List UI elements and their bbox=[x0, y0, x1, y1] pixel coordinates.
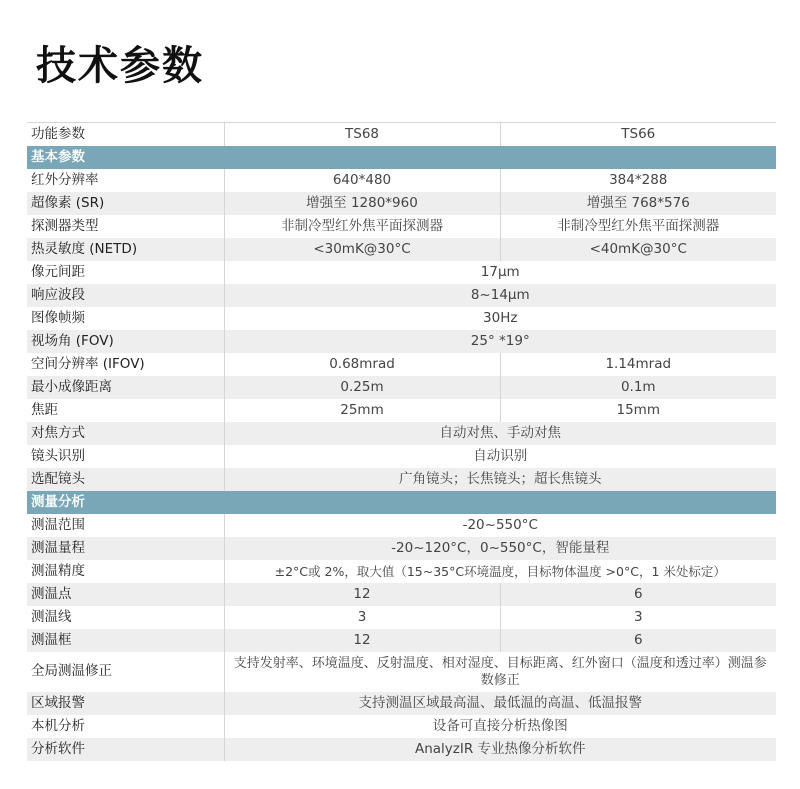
row-value-ts68: 0.68mrad bbox=[224, 353, 500, 376]
row-value-ts68: 3 bbox=[224, 606, 500, 629]
section-measure-title: 测量分析 bbox=[27, 491, 776, 514]
row-value-shared: 自动识别 bbox=[224, 445, 776, 468]
row-label: 测温点 bbox=[27, 583, 224, 606]
row-value-shared: ±2°C或 2%，取大值（15~35°C环境温度，目标物体温度 >0°C，1 米处标定） bbox=[224, 560, 776, 583]
table-row bbox=[27, 330, 776, 353]
table-row bbox=[27, 629, 776, 652]
row-value-shared: 30Hz bbox=[224, 307, 776, 330]
table-row bbox=[27, 261, 776, 284]
table-row bbox=[27, 560, 776, 583]
row-label: 测温范围 bbox=[27, 514, 224, 537]
spec-table bbox=[27, 122, 776, 761]
section-basic-title: 基本参数 bbox=[27, 146, 776, 169]
row-label: 选配镜头 bbox=[27, 468, 224, 491]
row-value-shared: AnalyzIR 专业热像分析软件 bbox=[224, 738, 776, 761]
table-row bbox=[27, 468, 776, 491]
row-label: 图像帧频 bbox=[27, 307, 224, 330]
row-label: 超像素 (SR) bbox=[27, 192, 224, 215]
table-row bbox=[27, 652, 776, 692]
table-row bbox=[27, 238, 776, 261]
row-label: 测温精度 bbox=[27, 560, 224, 583]
row-label: 本机分析 bbox=[27, 715, 224, 738]
row-value-ts66: 15mm bbox=[500, 399, 776, 422]
row-value-shared: -20~550°C bbox=[224, 514, 776, 537]
table-row bbox=[27, 583, 776, 606]
row-value-ts68: 12 bbox=[224, 629, 500, 652]
row-value-ts66: 非制冷型红外焦平面探测器 bbox=[500, 215, 776, 238]
section-basic bbox=[27, 146, 776, 169]
row-label: 红外分辨率 bbox=[27, 169, 224, 192]
table-row bbox=[27, 514, 776, 537]
row-label: 最小成像距离 bbox=[27, 376, 224, 399]
table-row bbox=[27, 422, 776, 445]
row-label: 测温框 bbox=[27, 629, 224, 652]
row-value-shared: 设备可直接分析热像图 bbox=[224, 715, 776, 738]
row-value-ts68: 0.25m bbox=[224, 376, 500, 399]
row-value-shared: 8~14μm bbox=[224, 284, 776, 307]
table-row bbox=[27, 715, 776, 738]
row-value-ts68: 640*480 bbox=[224, 169, 500, 192]
row-label: 视场角 (FOV) bbox=[27, 330, 224, 353]
row-value-ts66: <40mK@30°C bbox=[500, 238, 776, 261]
table-row bbox=[27, 738, 776, 761]
row-label: 热灵敏度 (NETD) bbox=[27, 238, 224, 261]
row-label: 镜头识别 bbox=[27, 445, 224, 468]
row-value-ts68: 非制冷型红外焦平面探测器 bbox=[224, 215, 500, 238]
row-value-shared: 广角镜头；长焦镜头；超长焦镜头 bbox=[224, 468, 776, 491]
header-label: 功能参数 bbox=[27, 123, 224, 146]
page-title: 技术参数 bbox=[36, 43, 204, 89]
table-row bbox=[27, 399, 776, 422]
row-label: 对焦方式 bbox=[27, 422, 224, 445]
table-row bbox=[27, 606, 776, 629]
row-value-ts66: 6 bbox=[500, 583, 776, 606]
row-value-ts66: 384*288 bbox=[500, 169, 776, 192]
table-row bbox=[27, 537, 776, 560]
row-label: 像元间距 bbox=[27, 261, 224, 284]
table-row bbox=[27, 307, 776, 330]
row-label: 全局测温修正 bbox=[27, 652, 224, 692]
row-value-ts68: <30mK@30°C bbox=[224, 238, 500, 261]
row-value-ts66: 增强至 768*576 bbox=[500, 192, 776, 215]
header-ts68: TS68 bbox=[224, 123, 500, 146]
row-value-ts66: 0.1m bbox=[500, 376, 776, 399]
row-label: 空间分辨率 (IFOV) bbox=[27, 353, 224, 376]
row-value-ts66: 6 bbox=[500, 629, 776, 652]
row-label: 测温线 bbox=[27, 606, 224, 629]
row-value-shared: 自动对焦、手动对焦 bbox=[224, 422, 776, 445]
row-value-shared: -20~120°C，0~550°C，智能量程 bbox=[224, 537, 776, 560]
row-label: 分析软件 bbox=[27, 738, 224, 761]
row-value-shared: 支持测温区域最高温、最低温的高温、低温报警 bbox=[224, 692, 776, 715]
row-value-shared: 25° *19° bbox=[224, 330, 776, 353]
row-label: 响应波段 bbox=[27, 284, 224, 307]
row-label: 焦距 bbox=[27, 399, 224, 422]
table-row bbox=[27, 376, 776, 399]
row-value-ts66: 1.14mrad bbox=[500, 353, 776, 376]
row-value-shared: 17μm bbox=[224, 261, 776, 284]
table-header-row bbox=[27, 123, 776, 146]
row-label: 测温量程 bbox=[27, 537, 224, 560]
table-row bbox=[27, 353, 776, 376]
row-label: 区域报警 bbox=[27, 692, 224, 715]
row-value-ts68: 增强至 1280*960 bbox=[224, 192, 500, 215]
table-row bbox=[27, 692, 776, 715]
row-value-ts68: 25mm bbox=[224, 399, 500, 422]
table-row bbox=[27, 215, 776, 238]
header-ts66: TS66 bbox=[500, 123, 776, 146]
row-value-shared: 支持发射率、环境温度、反射温度、相对湿度、目标距离、红外窗口（温度和透过率）测温参数修正 bbox=[224, 652, 776, 692]
table-row bbox=[27, 284, 776, 307]
row-value-ts68: 12 bbox=[224, 583, 500, 606]
table-row bbox=[27, 169, 776, 192]
row-value-ts66: 3 bbox=[500, 606, 776, 629]
section-measure bbox=[27, 491, 776, 514]
row-label: 探测器类型 bbox=[27, 215, 224, 238]
table-row bbox=[27, 192, 776, 215]
table-row bbox=[27, 445, 776, 468]
